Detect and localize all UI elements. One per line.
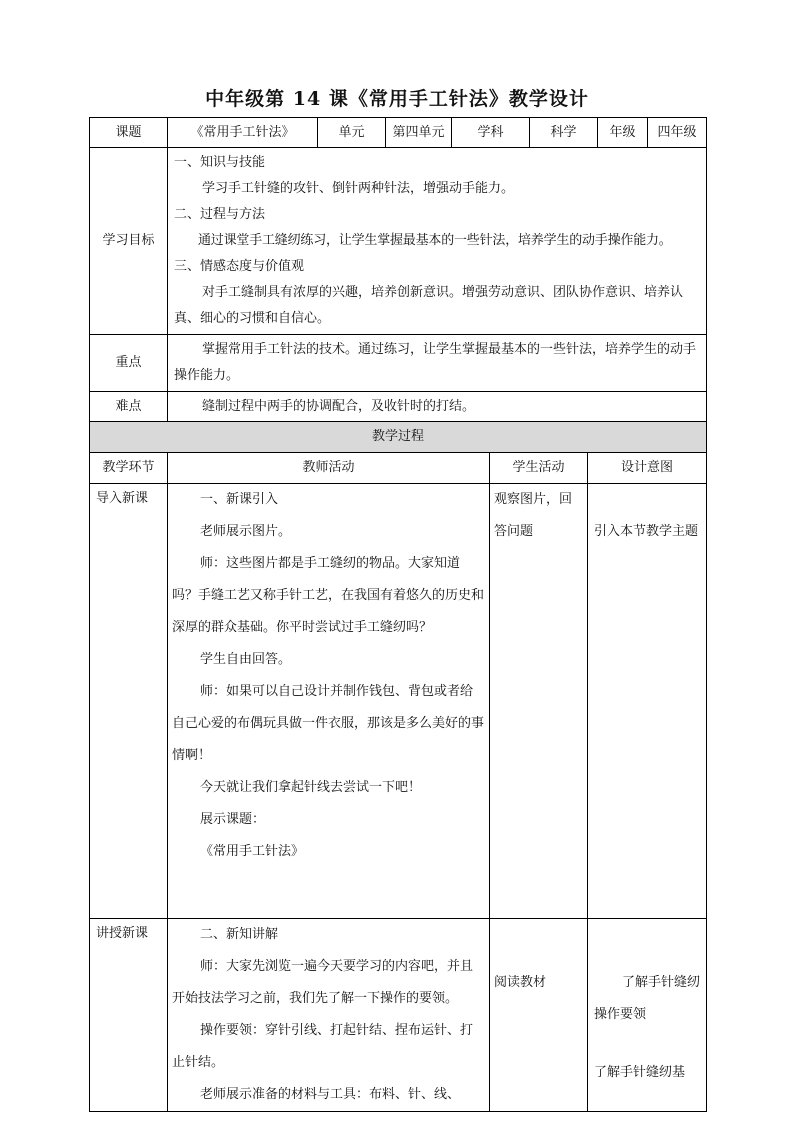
unit-label: 单元 xyxy=(318,118,386,148)
intro-line: 一、新课引入 xyxy=(200,492,279,507)
course-label: 课题 xyxy=(90,118,168,148)
teach-line: 二、新知讲解 xyxy=(200,927,279,942)
intro-line: 老师展示图片。 xyxy=(200,524,292,539)
difficulty-row xyxy=(90,392,707,422)
objective-text-1: 学习手工针缝的攻针、倒针两种针法，增强动手能力。 xyxy=(202,181,515,196)
teach-student: 阅读教材 xyxy=(490,919,588,1112)
page-title: 中年级第 14 课《常用手工针法》教学设计 xyxy=(205,88,589,110)
objectives-label: 学习目标 xyxy=(90,148,168,335)
teach-stage: 讲授新课 xyxy=(90,919,168,1112)
objective-heading-3: 三、情感态度与价值观 xyxy=(174,259,305,274)
col-student: 学生活动 xyxy=(490,453,588,484)
unit-value: 第四单元 xyxy=(386,118,452,148)
intro-line: 学生自由回答。 xyxy=(200,652,292,667)
difficulty-label: 难点 xyxy=(90,392,168,422)
process-columns-row xyxy=(90,453,707,484)
process-table xyxy=(89,421,707,1112)
intro-line: 展示课题： xyxy=(200,812,266,827)
intro-intent: 引入本节教学主题 xyxy=(588,484,707,919)
course-value: 《常用手工针法》 xyxy=(168,118,318,148)
objective-text-2: 通过课堂手工缝纫练习，让学生掌握最基本的一些针法，培养学生的动手操作能力。 xyxy=(198,233,672,248)
subject-value: 科学 xyxy=(530,118,598,148)
col-teacher: 教师活动 xyxy=(168,453,490,484)
subject-label: 学科 xyxy=(452,118,530,148)
intro-line: 师：如果可以自己设计并制作钱包、背包或者给自己心爱的布偶玩具做一件衣服，那该是多么美好的事情啊！ xyxy=(172,684,485,763)
key-row xyxy=(90,335,707,392)
teach-intent-1: 了解手针缝纫操作要领 xyxy=(594,975,701,1022)
col-stage: 教学环节 xyxy=(90,453,168,484)
teach-line: 老师展示准备的材料与工具：布料、针、线、 xyxy=(200,1087,461,1102)
grade-label: 年级 xyxy=(598,118,648,148)
intro-line: 《常用手工针法》 xyxy=(200,844,305,859)
objectives-row xyxy=(90,148,707,335)
objective-heading-2: 二、过程与方法 xyxy=(174,207,266,222)
objective-text-3: 对手工缝制具有浓厚的兴趣，培养创新意识。增强劳动意识、团队协作意识、培养认真、细心的习惯和自信心。 xyxy=(174,285,684,326)
teach-line: 操作要领：穿针引线、打起针结、捏布运针、打止针结。 xyxy=(172,1023,474,1070)
key-label: 重点 xyxy=(90,335,168,392)
teach-row xyxy=(90,919,707,1112)
grade-value: 四年级 xyxy=(648,118,707,148)
key-text: 掌握常用手工针法的技术。通过练习，让学生掌握最基本的一些针法，培养学生的动手操作能力。 xyxy=(174,342,697,383)
objective-heading-1: 一、知识与技能 xyxy=(174,155,266,170)
process-header-row xyxy=(90,422,707,453)
intro-student: 观察图片，回答问题 xyxy=(490,484,588,919)
intro-line: 今天就让我们拿起针线去尝试一下吧！ xyxy=(200,780,422,795)
col-intent: 设计意图 xyxy=(588,453,707,484)
info-row xyxy=(90,118,707,148)
lesson-plan-table xyxy=(89,117,706,1112)
difficulty-text: 缝制过程中两手的协调配合，及收针时的打结。 xyxy=(202,398,476,414)
intro-row xyxy=(90,484,707,919)
intro-stage: 导入新课 xyxy=(90,484,168,919)
info-table xyxy=(89,117,707,422)
process-header: 教学过程 xyxy=(90,422,707,453)
teach-intent-2: 了解手针缝纫基 xyxy=(594,1065,686,1080)
teach-line: 师：大家先浏览一遍今天要学习的内容吧，并且开始技法学习之前，我们先了解一下操作的要领。 xyxy=(172,959,474,1006)
intro-line: 师：这些图片都是手工缝纫的物品。大家知道吗？手缝工艺又称手针工艺，在我国有着悠久的历史和深厚的群众基础。你平时尝试过手工缝纫吗？ xyxy=(172,556,485,635)
